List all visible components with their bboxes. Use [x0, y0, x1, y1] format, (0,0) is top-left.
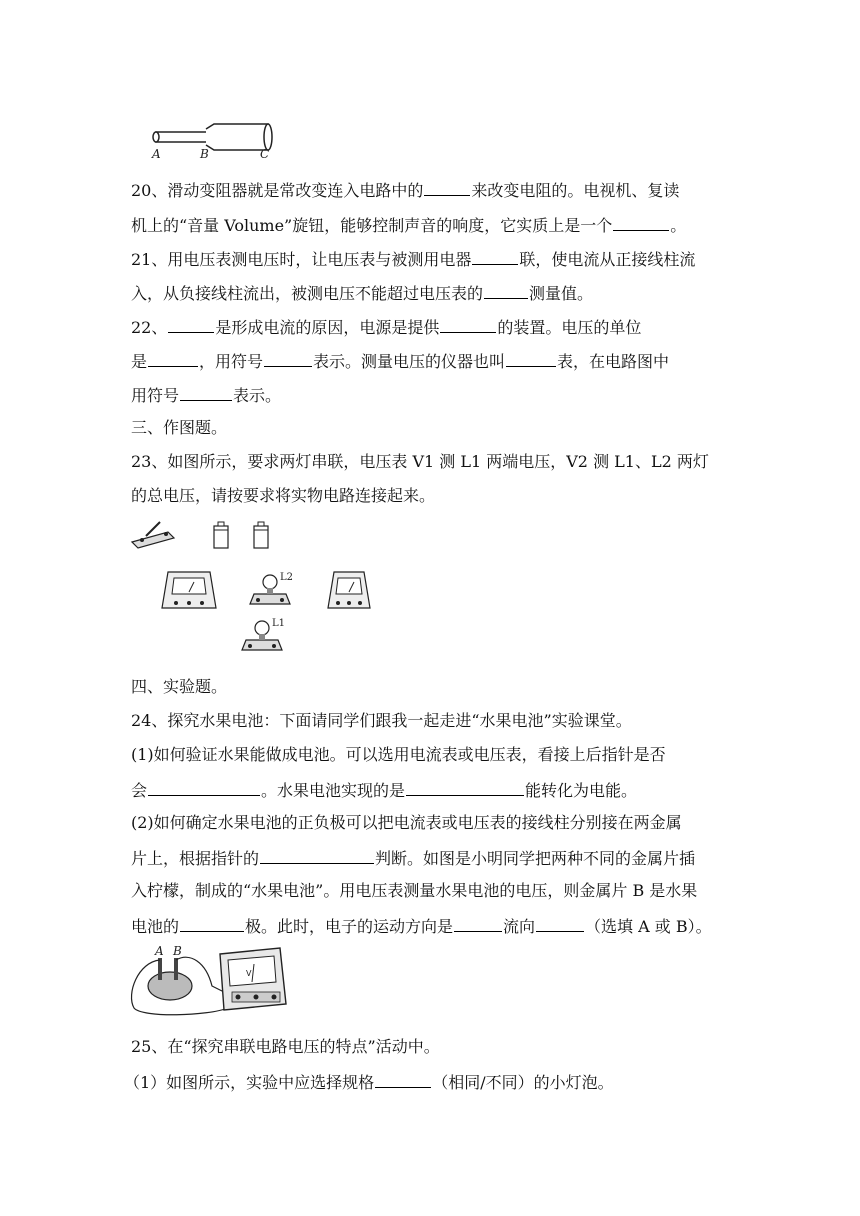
q22-number: 22、: [131, 318, 168, 337]
section-3-heading: [131, 418, 227, 438]
q24-text-4: 。水果电池实现的是: [261, 781, 406, 800]
q20-line-1: [131, 179, 679, 201]
q22-text-5: 表示。测量电压的仪器也叫: [313, 352, 506, 371]
q24-text-9: 入柠檬，制成的“水果电池”。用电压表测量水果电池的电压，则金属片 B 是水果: [131, 881, 698, 900]
q21-text-2: 联，使电流从正接线柱流: [519, 250, 696, 269]
q24-blank-6[interactable]: [536, 915, 584, 932]
q22-line-1: [131, 316, 641, 338]
q23-line-2: [131, 486, 435, 506]
q22-line-3: [131, 384, 281, 406]
q20-text-4: 。: [670, 216, 687, 235]
q22-blank-2[interactable]: [440, 316, 496, 333]
q25-text-1: 25、在“探究串联电路电压的特点”活动中。: [131, 1037, 440, 1056]
q25-line-2: [124, 1071, 614, 1093]
q22-blank-3[interactable]: [148, 350, 198, 367]
circuit-figure: [128, 516, 378, 656]
q25-blank-1[interactable]: [375, 1071, 431, 1088]
lemon-icon: [148, 972, 192, 1000]
section-4-title: 四、实验题。: [131, 677, 228, 696]
q24-line-1: [131, 711, 632, 731]
q20-text-3: 机上的“音量 Volume”旋钮，能够控制声音的响度，它实质上是一个: [131, 216, 613, 235]
q24-text-8: 判断。如图是小明同学把两种不同的金属片插: [375, 849, 696, 868]
q21-text-4: 测量值。: [529, 284, 594, 303]
q22-text-4: ，用符号: [199, 352, 264, 371]
q24-text-7: 片上，根据指针的: [131, 849, 260, 868]
q24-blank-1[interactable]: [148, 779, 260, 796]
voltmeter-icon: [220, 948, 286, 1010]
q24-text-5: 能转化为电能。: [525, 781, 638, 800]
q24-text-11: 极。此时，电子的运动方向是: [245, 917, 454, 936]
q21-blank-2[interactable]: [484, 282, 528, 299]
q22-blank-5[interactable]: [506, 350, 556, 367]
q22-text-1: 是形成电流的原因，电源是提供: [215, 318, 440, 337]
fruit-label-b: B: [173, 944, 182, 958]
q24-line-7: [131, 915, 712, 937]
switch-icon: [132, 522, 174, 548]
fruit-label-a: A: [155, 944, 164, 958]
q23-text-1: 23、如图所示，要求两灯串联，电压表 V1 测 L1 两端电压，V2 测 L1、L2 两灯: [131, 452, 709, 471]
q22-blank-4[interactable]: [264, 350, 312, 367]
battery-icon: [214, 522, 228, 548]
q24-text-1: 24、探究水果电池：下面请同学们跟我一起走进“水果电池”实验课堂。: [131, 711, 632, 730]
q21-line-2: [131, 282, 593, 304]
q22-text-8: 表示。: [233, 386, 282, 405]
q24-text-13: （选填 A 或 B）。: [585, 917, 712, 936]
q25-text-2: （1）如图所示，实验中应选择规格: [124, 1073, 375, 1092]
q24-text-6: (2)如何确定水果电池的正负极可以把电流表或电压表的接线柱分别接在两金属: [131, 813, 682, 832]
q24-blank-3[interactable]: [260, 847, 374, 864]
q20-line-2: [131, 214, 686, 236]
q24-text-10: 电池的: [131, 917, 180, 936]
q22-text-3: 是: [131, 352, 148, 371]
lamp-l1-icon: [242, 618, 285, 650]
q25-line-1: [131, 1037, 440, 1057]
voltmeter-icon: [328, 572, 370, 608]
q24-line-4: [131, 813, 682, 833]
q24-line-2: [131, 745, 666, 765]
q24-blank-2[interactable]: [406, 779, 524, 796]
q24-line-6: [131, 881, 697, 901]
q21-text-1: 21、用电压表测电压时，让电压表与被测用电器: [131, 250, 472, 269]
q21-line-1: [131, 248, 695, 270]
voltmeter-icon: [162, 572, 216, 608]
lamp-l2-icon: [250, 572, 293, 604]
q22-text-6: 表，在电路图中: [557, 352, 670, 371]
q24-text-3: 会: [131, 781, 148, 800]
q22-blank-1[interactable]: [168, 316, 214, 333]
q22-line-2: [131, 350, 669, 372]
fruit-battery-figure: [128, 942, 292, 1020]
wire-label-c: C: [260, 147, 270, 160]
q24-line-3: [131, 779, 637, 801]
q24-blank-5[interactable]: [454, 915, 502, 932]
lamp-l2-label: L2: [280, 572, 294, 583]
lamp-l1-label: L1: [272, 618, 286, 629]
q24-text-2: (1)如何验证水果能做成电池。可以选用电流表或电压表，看接上后指针是否: [131, 745, 666, 764]
q23-line-1: [131, 452, 709, 472]
q21-blank-1[interactable]: [472, 248, 518, 265]
q24-blank-4[interactable]: [180, 915, 244, 932]
svg-text:V: V: [246, 969, 252, 978]
q25-text-3: （相同/不同）的小灯泡。: [432, 1073, 614, 1092]
wire-figure: [148, 118, 278, 160]
wire-label-b: B: [200, 147, 209, 160]
wire-label-a: A: [152, 147, 161, 160]
section-4-heading: [131, 677, 227, 697]
q22-text-2: 的装置。电压的单位: [497, 318, 642, 337]
q20-text-2: 来改变电阻的。电视机、复读: [471, 181, 680, 200]
metal-strip-a: [158, 958, 162, 980]
section-3-title: 三、作图题。: [131, 418, 228, 437]
q23-text-2: 的总电压，请按要求将实物电路连接起来。: [131, 486, 436, 505]
q20-blank-2[interactable]: [613, 214, 669, 231]
q22-text-7: 用符号: [131, 386, 180, 405]
q20-blank-1[interactable]: [424, 179, 470, 196]
battery-icon: [254, 522, 268, 548]
q24-line-5: [131, 847, 695, 869]
q22-blank-6[interactable]: [180, 384, 232, 401]
q24-text-12: 流向: [503, 917, 536, 936]
q20-text-1: 20、滑动变阻器就是常改变连入电路中的: [131, 181, 424, 200]
q21-text-3: 入，从负接线柱流出，被测电压不能超过电压表的: [131, 284, 484, 303]
metal-strip-b: [174, 958, 178, 980]
